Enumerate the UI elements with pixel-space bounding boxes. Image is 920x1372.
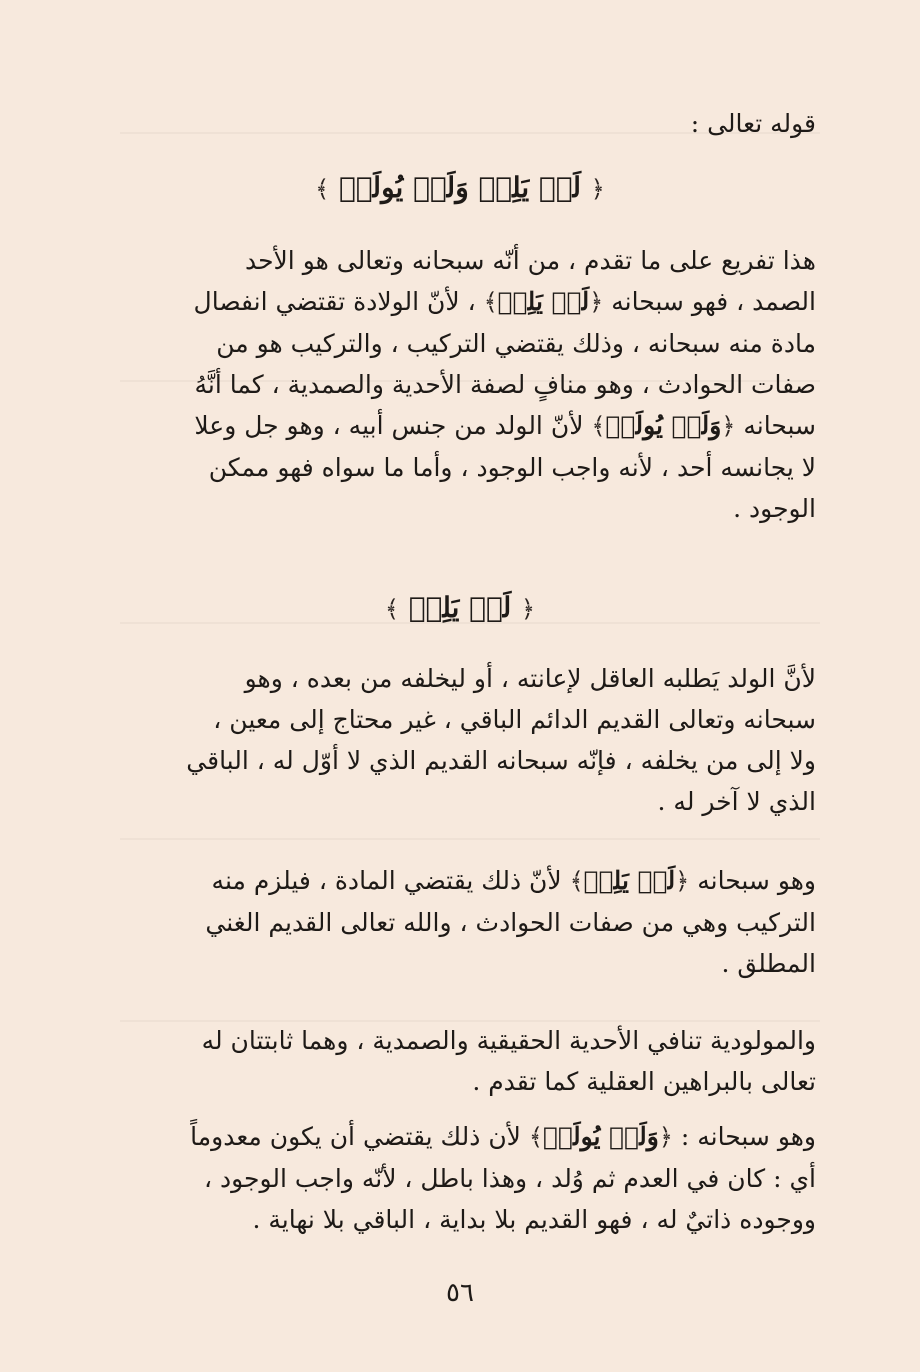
paragraph-5 [104, 1116, 816, 1240]
paragraph-4 [104, 1020, 816, 1102]
text-line: المطلق . [721, 949, 816, 978]
text-line [104, 281, 816, 323]
text-span: لأنّ الولد من جنس أبيه ، وهو جل وعلا [194, 411, 584, 440]
quoted-ayah: وَلَمۡ يُولَدۡ [605, 411, 722, 440]
text-line [104, 1116, 816, 1158]
show-through [120, 838, 820, 840]
ornament-close: ﴾ [384, 595, 399, 623]
ornament-open: ﴿ [590, 175, 605, 203]
paragraph-3 [104, 860, 816, 984]
ornament-open: ﴿ [675, 867, 690, 895]
text-line [104, 405, 816, 447]
text-line: مادة منه سبحانه ، وذلك يقتضي التركيب ، والتركيب هو من [216, 329, 816, 358]
text-span: الصمد ، فهو سبحانه [611, 287, 816, 316]
ornament-open: ﴿ [721, 412, 736, 440]
text-span: سبحانه [743, 411, 816, 440]
paragraph-1 [104, 240, 816, 529]
text-span: وهو سبحانه [697, 866, 816, 895]
ornament-open: ﴿ [521, 595, 536, 623]
paragraph-2 [104, 658, 816, 822]
ayah-text: لَمۡ يَلِدۡ [408, 591, 512, 624]
text-line: ووجوده ذاتيٌ له ، فهو القديم بلا بداية ، الباقي بلا نهاية . [252, 1205, 816, 1234]
quoted-ayah: لَمۡ يَلِدۡ [583, 866, 676, 895]
text-line [104, 860, 816, 902]
text-line: الوجود . [733, 494, 816, 523]
ayah-text: لَمۡ يَلِدۡ وَلَمۡ يُولَدۡ [338, 171, 582, 204]
text-span: لأنّ ذلك يقتضي المادة ، فيلزم منه [211, 866, 562, 895]
text-line: سبحانه وتعالى القديم الدائم الباقي ، غير محتاج إلى معين ، [213, 705, 816, 734]
text-span: ، لأنّ الولادة تقتضي انفصال [193, 287, 476, 316]
ornament-close: ﴾ [591, 412, 606, 440]
text-line: تعالى بالبراهين العقلية كما تقدم . [472, 1067, 816, 1096]
text-span: وهو سبحانه : [680, 1122, 816, 1151]
page-number: ٥٦ [446, 1278, 474, 1308]
quoted-ayah: وَلَمۡ يُولَدۡ [542, 1122, 659, 1151]
quoted-ayah: لَمۡ يَلِدۡ [497, 287, 590, 316]
text-line: التركيب وهي من صفات الحوادث ، والله تعالى القديم الغني [205, 908, 816, 937]
text-line: أي : كان في العدم ثم وُلد ، وهذا باطل ، لأنّه واجب الوجود ، [203, 1164, 816, 1193]
text-line: لا يجانسه أحد ، لأنه واجب الوجود ، وأما ما سواه فهو ممكن [208, 453, 816, 482]
text-line: الذي لا آخر له . [657, 787, 816, 816]
text-span: لأن ذلك يقتضي أن يكون معدوماً [190, 1122, 521, 1151]
ornament-close: ﴾ [569, 867, 584, 895]
ayah-verse-short [0, 588, 920, 629]
ornament-open: ﴿ [589, 288, 604, 316]
ayah-verse-full [0, 168, 920, 209]
ornament-close: ﴾ [528, 1123, 543, 1151]
text-line: صفات الحوادث ، وهو منافٍ لصفة الأحدية والصمدية ، كما أنَّهُ [194, 370, 816, 399]
intro-heading: قوله تعالى : [690, 109, 816, 138]
text-line: ولا إلى من يخلفه ، فإنّه سبحانه القديم الذي لا أوّل له ، الباقي [186, 746, 816, 775]
text-line: هذا تفريع على ما تقدم ، من أنّه سبحانه وتعالى هو الأحد [244, 246, 816, 275]
ornament-close: ﴾ [483, 288, 498, 316]
text-line: والمولودية تنافي الأحدية الحقيقية والصمدية ، وهما ثابتتان له [201, 1026, 816, 1055]
ornament-close: ﴾ [315, 175, 330, 203]
text-line: لأنَّ الولد يَطلبه العاقل لإعانته ، أو ليخلفه من بعده ، وهو [244, 664, 816, 693]
ornament-open: ﴿ [658, 1123, 673, 1151]
